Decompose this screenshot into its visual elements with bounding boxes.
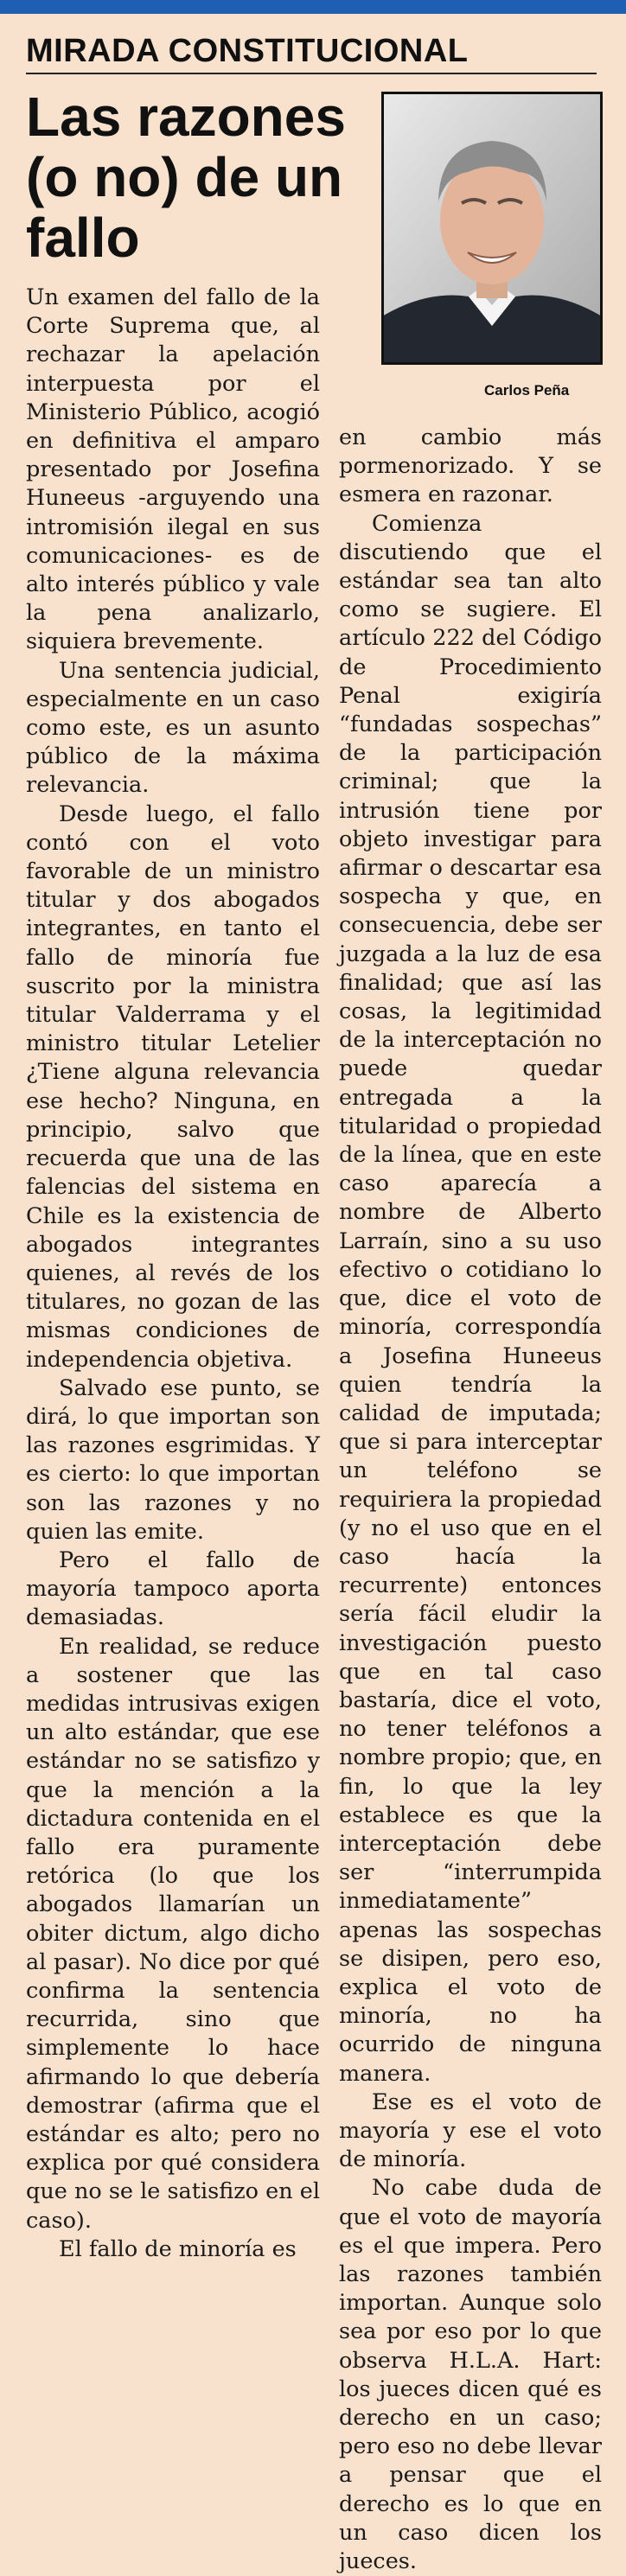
top-color-bar xyxy=(0,0,626,14)
paragraph: en cambio más pormenorizado. Y se esmera en razonar. xyxy=(339,424,602,508)
paragraph: Comienza discutiendo que el estándar sea tan alto como se sugiere. El artículo 222 del Código de Procedimiento Penal exigiría “fundadas sospechas” de la participación criminal; que la intrusión tiene por objeto investigar para afirmar o descartar esa sospecha y que, en consecuencia, debe ser juzgada a la luz de esa finalidad; que así las cosas, la legitimidad de la interceptación no puede quedar entregada a la titularidad o propiedad de la línea, que en este caso aparecía a nombre de Alberto Larraín, sino a su uso efectivo o cotidiano lo que, dice el voto de minoría, correspondía a Josefina Huneeus quien tendría la calidad de imputada; que si para interceptar un teléfono se requiriera la propiedad (y no el uso que en el caso hacía la recurrente) entonces sería fácil eludir la investigación puesto que en tal caso bastaría, dice el voto, no tener teléfonos a nombre propio; que, en fin, lo que la ley establece es que la interceptación debe ser “interrumpida inmediatamente” apenas las sospechas se disipen, pero eso, explica el voto de minoría, no ha ocurrido de ninguna manera. xyxy=(339,510,602,2087)
paragraph: Salvado ese punto, se dirá, lo que importan son las razones esgrimidas. Y es cierto: lo que importan son las razones y no quien las emite. xyxy=(26,1374,320,1545)
author-photo xyxy=(381,92,603,365)
article-column-2 xyxy=(339,424,602,2576)
paragraph: Ese es el voto de mayoría y ese el voto de minoría. xyxy=(339,2088,602,2173)
paragraph: En realidad, se reduce a sostener que las medidas intrusivas exigen un alto estándar, que ese estándar no se satisfizo y que la mención a la dictadura contenida en el fallo era puramente retórica (lo que los abogados llamarían un obiter dictum, algo dicho al pasar). No dice por qué confirma la sentencia recurrida, sino que simplemente lo hace afirmando lo que debería demostrar (afirma que el estándar es alto; pero no explica por qué considera que no se le satisfizo en el caso). xyxy=(26,1633,321,2234)
section-divider xyxy=(26,73,597,74)
paragraph: Una sentencia judicial, especialmente en un caso como este, es un asunto público de la máxima relevancia. xyxy=(26,657,320,799)
paragraph: Desde luego, el fallo contó con el voto favorable de un ministro titular y dos abogados integrantes, en tanto el fallo de minoría fue suscrito por la ministra titular Valderrama y el ministro titular Letelier ¿Tiene alguna relevancia ese hecho? Ninguna, en principio, salvo que recuerda que una de las falencias del sistema en Chile es la existencia de abogados integrantes quienes, al revés de los titulares, no gozan de las mismas condiciones de independencia objetiva. xyxy=(26,800,320,1373)
headline: Las razones (o no) de un fallo xyxy=(26,86,346,269)
paragraph: No cabe duda de que el voto de mayoría es el que impera. Pero las razones también importan. Aunque solo sea por eso por lo que observa H.L.A. Hart: los jueces dicen qué es derecho en un caso; pero eso no debe llevar a pensar que el derecho es lo que en un caso dicen los jueces. xyxy=(339,2175,602,2575)
paragraph: Un examen del fallo de la Corte Suprema que, al rechazar la apelación interpuesta por el Ministerio Público, acogió en definitiva el amparo presentado por Josefina Huneeus -arguyendo una intromisión ilegal en sus comunicaciones- es de alto interés público y vale la pena analizarlo, siquiera brevemente. xyxy=(26,284,320,655)
author-caption: Carlos Peña xyxy=(484,382,570,399)
paragraph: El fallo de minoría es xyxy=(59,2235,297,2262)
section-title: MIRADA CONSTITUCIONAL xyxy=(26,33,469,69)
author-portrait-icon xyxy=(384,94,600,362)
article-column-1 xyxy=(26,284,320,2264)
paragraph: Pero el fallo de mayoría tampoco aporta demasiadas. xyxy=(26,1546,320,1631)
